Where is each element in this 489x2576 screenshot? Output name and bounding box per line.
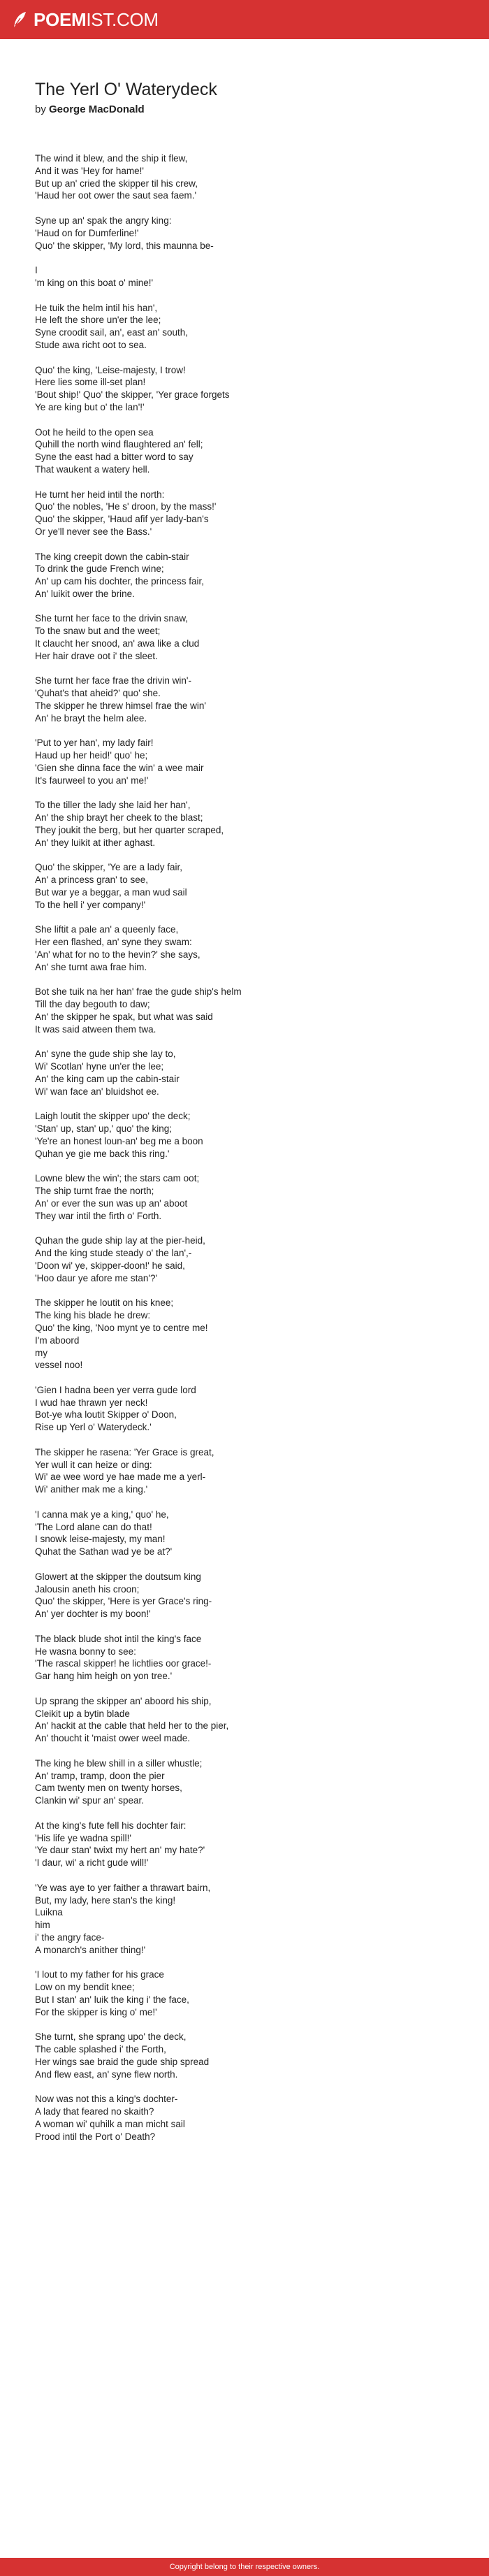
poem-line: At the king's fute fell his dochter fair: (35, 1820, 187, 1831)
poem-line: An' yer dochter is my boon!' (35, 1609, 151, 1620)
stanza (35, 1446, 468, 1496)
stanza (35, 1969, 468, 2018)
author-link[interactable]: George MacDonald (49, 103, 145, 115)
poem-line: Low on my bendit knee; (35, 1982, 135, 1993)
by-label: by (35, 103, 46, 115)
stanza (35, 2031, 468, 2080)
poem-line: To the tiller the lady she laid her han', (35, 800, 191, 811)
poem-line: Up sprang the skipper an' aboord his ship, (35, 1695, 212, 1706)
poem-line: Her hair drave oot i' the sleet. (35, 650, 158, 661)
poem-line: An' the king cam up the cabin-stair (35, 1073, 180, 1084)
stanza (35, 1297, 468, 1372)
stanza (35, 799, 468, 849)
poem-line: Prood intil the Port o' Death? (35, 2131, 156, 2142)
logo-text-bold: POEM (34, 9, 87, 30)
poem-line: It's faurweel to you an' me!' (35, 775, 149, 786)
poem-line: Stude awa richt oot to sea. (35, 339, 147, 350)
poem-line: Wi' Scotlan' hyne un'er the lee; (35, 1061, 164, 1072)
stanza (35, 1509, 468, 1558)
stanza (35, 426, 468, 476)
poem-line: But, my lady, here stan's the king! (35, 1894, 176, 1906)
poem-line: An' he brayt the helm alee. (35, 712, 147, 724)
quill-pen-icon (10, 10, 29, 29)
poem-line: 'Stan' up, stan' up,' quo' the king; (35, 1123, 173, 1135)
poem-line: Oot he heild to the open sea (35, 426, 154, 438)
stanza (35, 1633, 468, 1683)
poem-line: him (35, 1920, 50, 1931)
logo-text (34, 10, 159, 29)
poem-line: An' a princess gran' to see, (35, 875, 148, 886)
poem-line: Laigh loutit the skipper upo' the deck; (35, 1111, 191, 1122)
poem-line: Now was not this a king's dochter- (35, 2094, 178, 2105)
poem-line: Quo' the king, 'Leise-majesty, I trow! (35, 364, 186, 375)
poem-line: Quo' the skipper, 'Here is yer Grace's ring- (35, 1596, 212, 1607)
poem-title: The Yerl O' Waterydeck (35, 80, 217, 99)
poem-line: Here lies some ill-set plan! (35, 377, 146, 388)
stanza (35, 1048, 468, 1098)
poem-line: my (35, 1347, 48, 1358)
poem-body (35, 152, 468, 2155)
poem-line: Glowert at the skipper the doutsum king (35, 1571, 201, 1582)
stanza (35, 1384, 468, 1434)
poem-line: Quhan ye gie me back this ring.' (35, 1148, 170, 1159)
copyright-text: Copyright belong to their respective owners. (169, 2563, 320, 2571)
site-footer (0, 2558, 489, 2576)
poem-line: Quo' the skipper, 'Haud afif yer lady-ban's (35, 514, 209, 525)
poem-line: An' the skipper he spak, but what was said (35, 1011, 213, 1022)
poem-line: She liftit a pale an' a queenly face, (35, 924, 179, 935)
poem-line: Gar hang him heigh on yon tree.' (35, 1671, 173, 1682)
poem-line: For the skipper is king o' me!' (35, 2006, 157, 2017)
poem-line: That waukent a watery hell. (35, 463, 150, 475)
poem-line: An' they luikit at ither aghast. (35, 837, 156, 848)
stanza (35, 986, 468, 1035)
poem-line: The skipper he loutit on his knee; (35, 1297, 174, 1309)
stanza (35, 1757, 468, 1807)
poem-line: Bot she tuik na her han' frae the gude ship's helm (35, 986, 242, 998)
poem-line: i' the angry face- (35, 1931, 105, 1943)
poem-line: An' the ship brayt her cheek to the blast; (35, 812, 203, 823)
poem-line: An' hackit at the cable that held her to the pier, (35, 1720, 229, 1732)
poem-line: 'Put to yer han', my lady fair! (35, 737, 154, 749)
poem-line: To the snaw but and the weet; (35, 626, 161, 637)
poem-line: Wi' wan face an' bluidshot ee. (35, 1086, 159, 1097)
poem-line: The skipper he threw himsel frae the win' (35, 700, 206, 712)
poem-line: She turnt, she sprang upo' the deck, (35, 2031, 187, 2043)
poem-line: I wud hae thrawn yer neck! (35, 1397, 148, 1408)
poem-line: The cable splashed i' the Forth, (35, 2044, 166, 2055)
poem-line: Wi' anither mak me a king.' (35, 1484, 148, 1495)
poem-line: But war ye a beggar, a man wud sail (35, 887, 187, 898)
poem-line: Yer wull it can heize or ding: (35, 1459, 152, 1470)
poem-line: 'Bout ship!' Quo' the skipper, 'Yer grace forgets (35, 389, 230, 401)
poem-line: Cam twenty men on twenty horses, (35, 1783, 182, 1794)
poem-line: She turnt her face to the drivin snaw, (35, 613, 189, 624)
stanza (35, 302, 468, 352)
poem-line: But I stan' an' luik the king i' the face, (35, 1994, 189, 2005)
poem-line: Cleikit up a bytin blade (35, 1708, 130, 1719)
poem-line: They joukit the berg, but her quarter scraped, (35, 825, 224, 836)
poem-line: I'm aboord (35, 1334, 80, 1346)
poem-line: Her een flashed, an' syne they swam: (35, 937, 192, 948)
poem-line: 'Haud on for Dumferline!' (35, 227, 139, 238)
poem-line: It was said atween them twa. (35, 1023, 156, 1035)
poem-line: The king his blade he drew: (35, 1310, 151, 1321)
stanza (35, 1571, 468, 1620)
poem-line: He turnt her heid intil the north: (35, 489, 165, 500)
poem-line: I snowk leise-majesty, my man! (35, 1534, 166, 1545)
poem-line: The king he blew shill in a siller whustle; (35, 1757, 203, 1769)
poem-line: 'Haud her oot ower the saut sea faem.' (35, 190, 197, 201)
poem-line: He wasna bonny to see: (35, 1646, 136, 1657)
poem-line: 'I lout to my father for his grace (35, 1969, 164, 1980)
poem-line: The skipper he rasena: 'Yer Grace is great, (35, 1446, 214, 1458)
poem-line: 'Doon wi' ye, skipper-doon!' he said, (35, 1260, 185, 1271)
poem-line: He tuik the helm intil his han', (35, 302, 158, 313)
poem-line: Syne up an' spak the angry king: (35, 215, 172, 226)
poem-line: Jalousin aneth his croon; (35, 1583, 140, 1595)
poem-line: Syne croodit sail, an', east an' south, (35, 327, 189, 338)
poem-line: 'I daur, wi' a richt gude will!' (35, 1857, 149, 1869)
poem-line: An' or ever the sun was up an' aboot (35, 1197, 188, 1209)
stanza (35, 1695, 468, 1745)
poem-line: The king creepit down the cabin-stair (35, 551, 189, 562)
poem-line: Quhill the north wind flaughtered an' fell; (35, 439, 203, 450)
site-logo-link[interactable] (10, 10, 159, 29)
poem-line: 'Gien I hadna been yer verra gude lord (35, 1384, 196, 1395)
logo-text-light: IST.COM (86, 9, 159, 30)
site-header (0, 0, 489, 39)
poem-line: Wi' ae wee word ye hae made me a yerl- (35, 1472, 206, 1483)
poem-line: Till the day begouth to daw; (35, 999, 150, 1010)
poem-line: A monarch's anither thing!' (35, 1944, 146, 1955)
poem-line: 'The rascal skipper! he lichtlies oor grace!- (35, 1658, 212, 1669)
byline (35, 103, 145, 115)
poem-line: Lowne blew the win'; the stars cam oot; (35, 1173, 200, 1184)
poem-line: And flew east, an' syne flew north. (35, 2068, 178, 2080)
stanza (35, 1172, 468, 1222)
poem-line: 'Gien she dinna face the win' a wee mair (35, 763, 204, 774)
poem-line: Rise up Yerl o' Waterydeck.' (35, 1422, 152, 1433)
poem-line: She turnt her face frae the drivin win'- (35, 675, 191, 686)
poem-line: To drink the gude French wine; (35, 563, 164, 575)
poem-line: 'I canna mak ye a king,' quo' he, (35, 1509, 169, 1520)
poem-line: But up an' cried the skipper til his crew, (35, 178, 198, 189)
poem-line: Bot-ye wha loutit Skipper o' Doon, (35, 1409, 177, 1420)
poem-line: Quo' the nobles, 'He s' droon, by the mass!' (35, 501, 217, 512)
poem-line: Clankin wi' spur an' spear. (35, 1795, 144, 1806)
poem-line: The ship turnt frae the north; (35, 1186, 154, 1197)
poem-line: Luikna (35, 1907, 63, 1918)
poem-line: Ye are king but o' the lan'!' (35, 401, 145, 412)
stanza (35, 612, 468, 662)
poem-line: To the hell i' yer company!' (35, 899, 146, 910)
poem-line: A lady that feared no skaith? (35, 2106, 154, 2117)
poem-line: vessel noo! (35, 1360, 83, 1371)
stanza (35, 1235, 468, 1284)
poem-line: 'Ye daur stan' twixt my hert an' my hate?' (35, 1845, 205, 1856)
stanza (35, 364, 468, 414)
poem-line: An' syne the gude ship she lay to, (35, 1049, 176, 1060)
poem-line: 'Ye was aye to yer faither a thrawart bairn, (35, 1882, 211, 1893)
stanza (35, 737, 468, 786)
poem-line: It claucht her snood, an' awa like a clud (35, 638, 200, 649)
poem-line: 'His life ye wadna spill!' (35, 1832, 131, 1843)
poem-line: Her wings sae braid the gude ship spread (35, 2056, 210, 2067)
poem-line: An' she turnt awa frae him. (35, 961, 147, 972)
stanza (35, 1110, 468, 1160)
poem-line: Quo' the skipper, 'Ye are a lady fair, (35, 862, 183, 873)
stanza (35, 551, 468, 600)
poem-line: They war intil the firth o' Forth. (35, 1210, 162, 1221)
stanza (35, 861, 468, 911)
poem-line: Haud up her heid!' quo' he; (35, 750, 148, 761)
poem-line: 'An' what for no to the hevin?' she says, (35, 949, 200, 960)
poem-line: Or ye'll never see the Bass.' (35, 526, 152, 537)
poem-line: The wind it blew, and the ship it flew, (35, 153, 188, 164)
poem-line: An' tramp, tramp, doon the pier (35, 1770, 165, 1781)
stanza (35, 1882, 468, 1957)
poem-line: A woman wi' quhilk a man micht sail (35, 2118, 185, 2129)
stanza (35, 489, 468, 538)
stanza (35, 1820, 468, 1869)
poem-line: Quhat the Sathan wad ye be at?' (35, 1546, 173, 1557)
poem-line: The black blude shot intil the king's face (35, 1633, 202, 1644)
poem-line: 'Ye're an honest loun-an' beg me a boon (35, 1135, 203, 1146)
poem-line: Quhan the gude ship lay at the pier-heid, (35, 1235, 205, 1246)
poem-line: An' luikit ower the brine. (35, 588, 135, 599)
poem-line: Quo' the king, 'Noo mynt ye to centre me! (35, 1322, 208, 1333)
poem-line: Syne the east had a bitter word to say (35, 452, 194, 463)
poem-line: He left the shore un'er the lee; (35, 315, 161, 326)
stanza (35, 923, 468, 973)
poem-line: 'Quhat's that aheid?' quo' she. (35, 688, 161, 699)
stanza (35, 215, 468, 252)
poem-line: An' thoucht it 'maist ower weel made. (35, 1733, 191, 1744)
poem-line: And it was 'Hey for hame!' (35, 165, 144, 176)
poem-line: 'm king on this boat o' mine!' (35, 277, 154, 288)
poem-line: An' up cam his dochter, the princess fair, (35, 576, 204, 587)
poem-line: Quo' the skipper, 'My lord, this maunna be- (35, 240, 214, 251)
poem-line: 'The Lord alane can do that! (35, 1521, 152, 1532)
stanza (35, 152, 468, 202)
poem-line: And the king stude steady o' the lan',- (35, 1248, 192, 1259)
poem-line: 'Hoo daur ye afore me stan'?' (35, 1272, 158, 1283)
stanza (35, 2093, 468, 2143)
stanza (35, 264, 468, 289)
poem-line: I (35, 265, 38, 276)
stanza (35, 675, 468, 724)
